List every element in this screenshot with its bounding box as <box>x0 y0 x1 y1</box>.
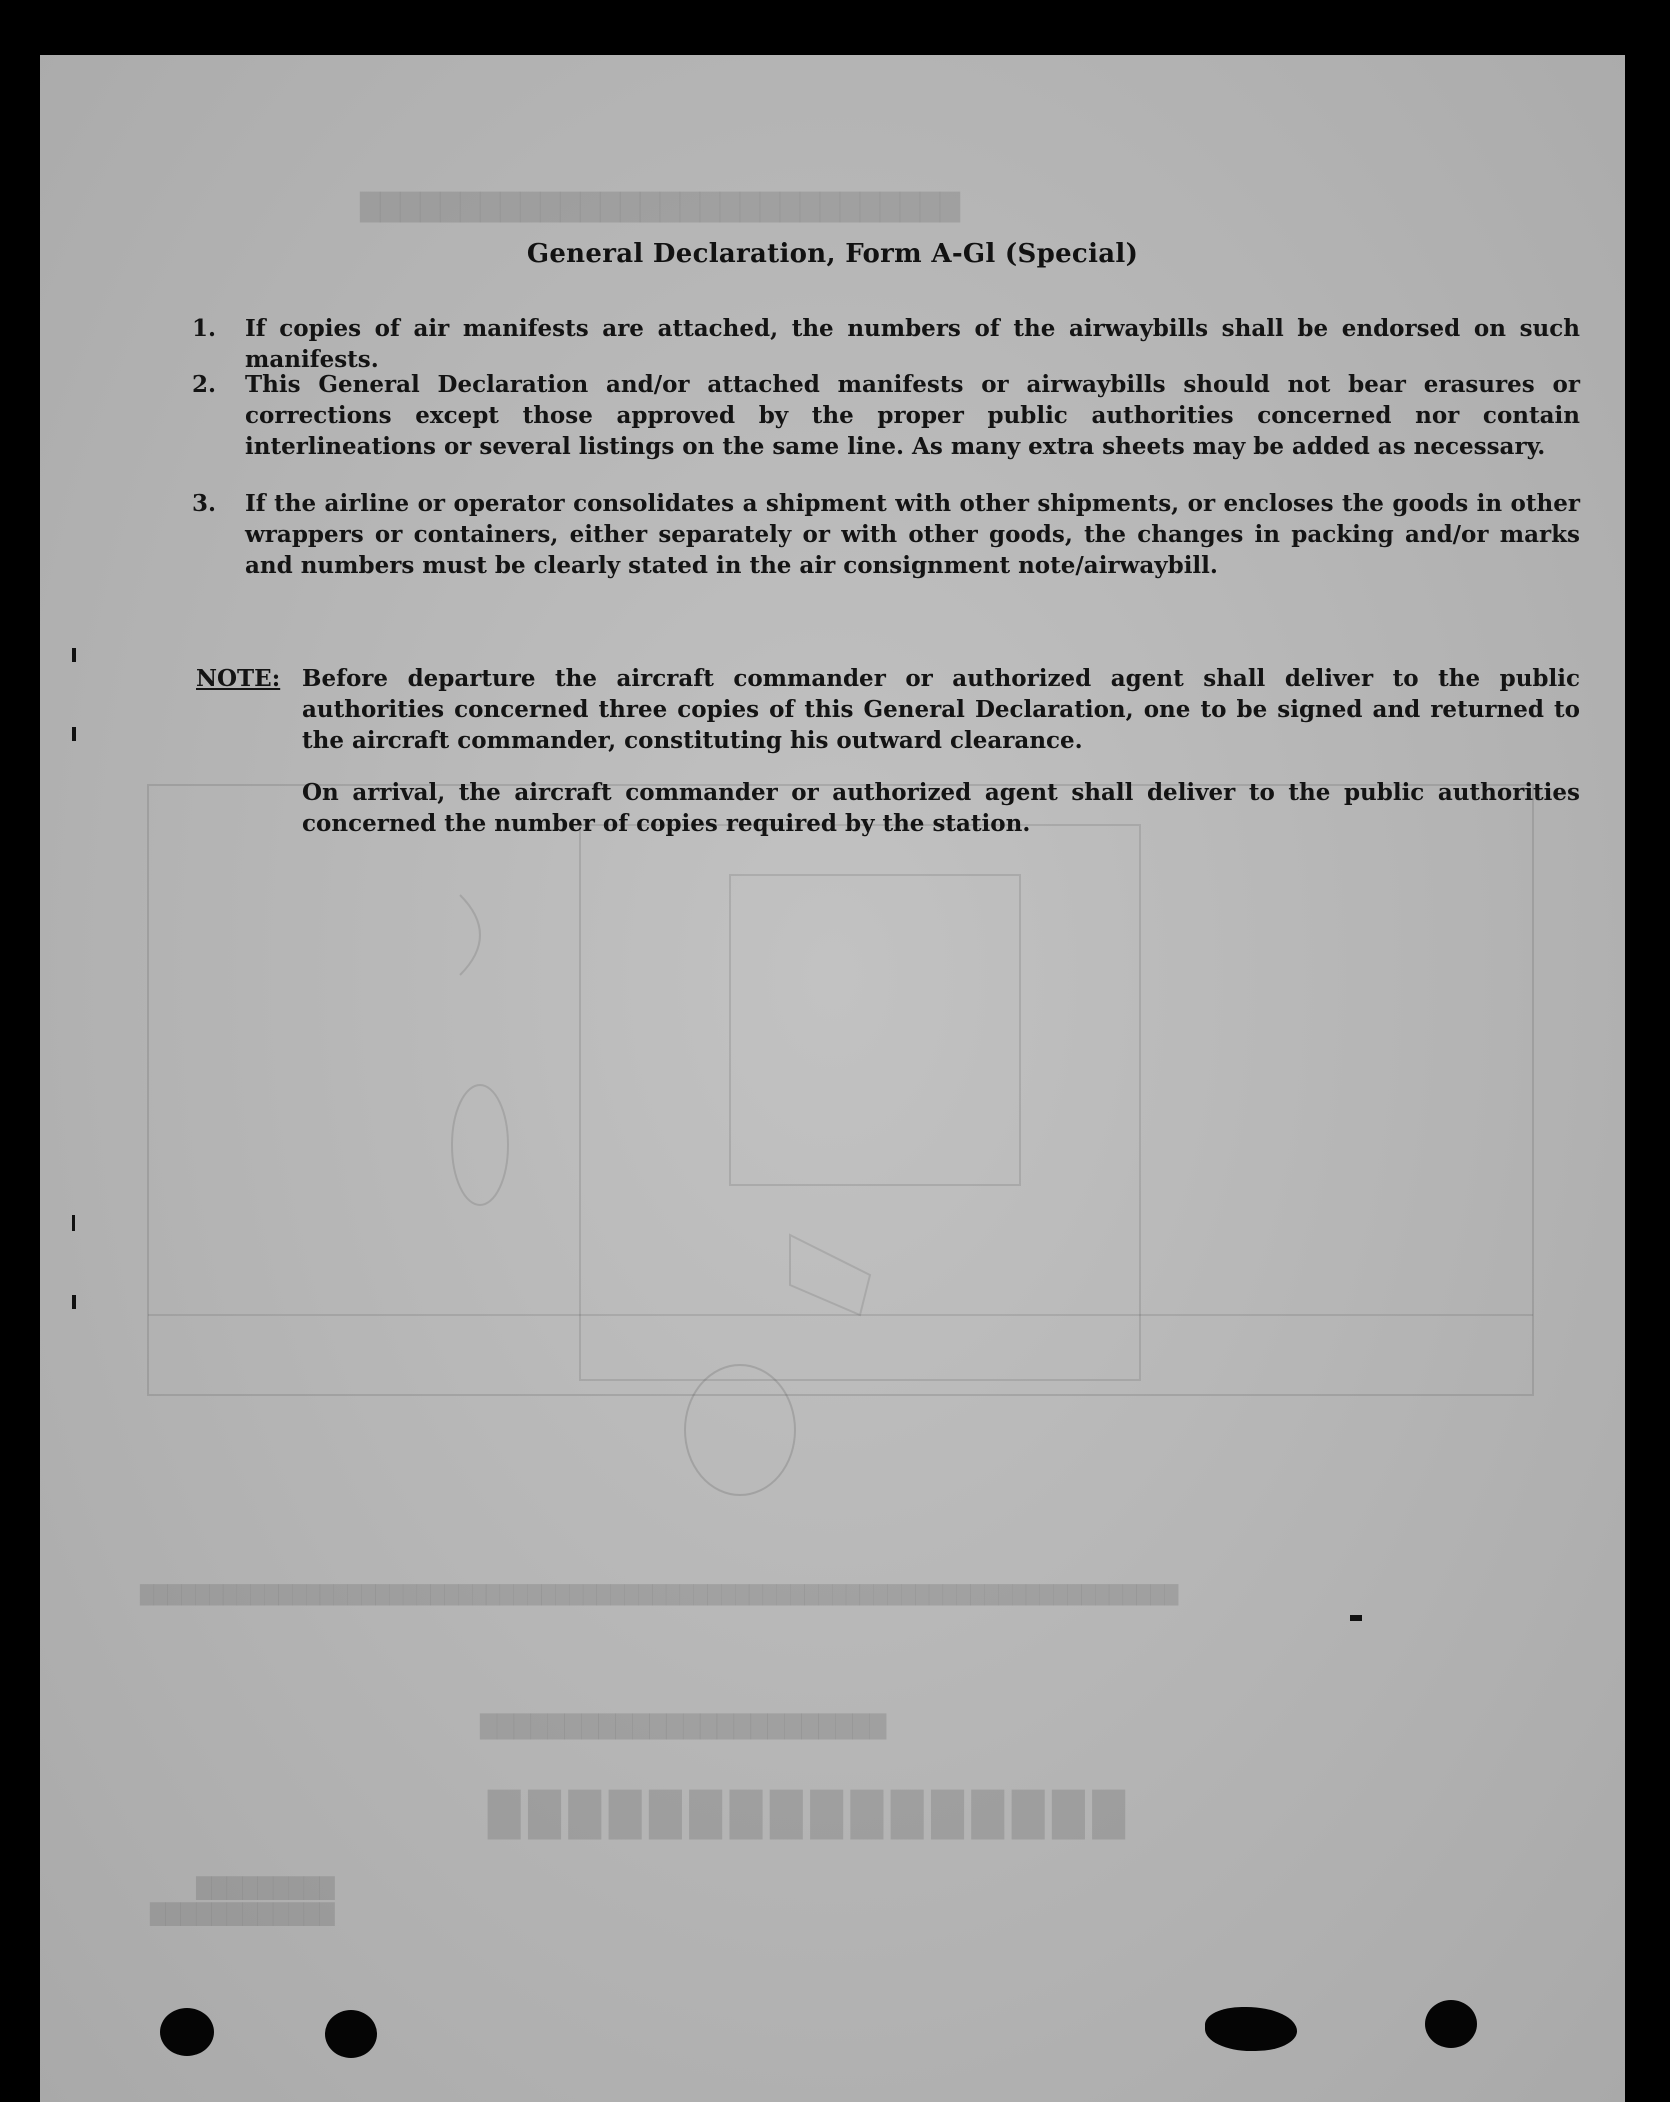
margin-mark <box>72 727 76 741</box>
document-page <box>40 55 1625 2102</box>
bleed-through-subheading: ████████████████████████ <box>480 1715 887 1740</box>
list-item-text: If the airline or operator consolidates a shipment with other shipments, or encloses the goods in other wrappers or containers, either separately or with other goods, the changes in packing and/or marks and numbers must be clearly stated in the air consignment note/airwaybill. <box>245 490 1580 579</box>
page-title: General Declaration, Form A-Gl (Special) <box>526 239 1139 269</box>
punch-hole <box>1425 2000 1477 2048</box>
margin-mark <box>72 1295 76 1309</box>
torn-spot <box>1205 2007 1297 2051</box>
list-item-number: 3. <box>192 490 217 517</box>
note-paragraph: Before departure the aircraft commander or authorized agent shall deliver to the public authorities concerned three copies of this General Declaration, one to be signed and returned to the aircraft commander, constituting his outward clearance. <box>302 665 1580 754</box>
list-item-text: This General Declaration and/or attached manifests or airwaybills should not bear erasures or corrections except those approved by the proper public authorities concerned nor contain interlineations or several listings on the same line. As many extra sheets may be added as necessary. <box>245 371 1580 460</box>
bleed-through-stamp: █████████ ████████████ <box>150 1876 335 1926</box>
note-paragraph: On arrival, the aircraft commander or authorized agent shall deliver to the public authorities concerned the number of copies required by the station. <box>302 779 1580 837</box>
punch-hole <box>160 2008 214 2056</box>
punch-hole <box>325 2010 377 2058</box>
margin-mark <box>72 648 76 662</box>
list-item-number: 1. <box>192 315 217 342</box>
bleed-through-line: ███████████████████████████████████████████████████████████████████████████ <box>140 1585 1179 1606</box>
margin-mark <box>72 1215 75 1231</box>
bleed-through-text: ██████████████████████████████ <box>360 193 960 223</box>
speck <box>1350 1615 1362 1621</box>
bleed-through-heading: ████████████████ <box>480 1790 1125 1839</box>
list-item-number: 2. <box>192 371 217 398</box>
note-label: NOTE: <box>196 665 281 692</box>
list-item-text: If copies of air manifests are attached, the numbers of the airwaybills shall be endorsed on such manifests. <box>245 315 1580 373</box>
